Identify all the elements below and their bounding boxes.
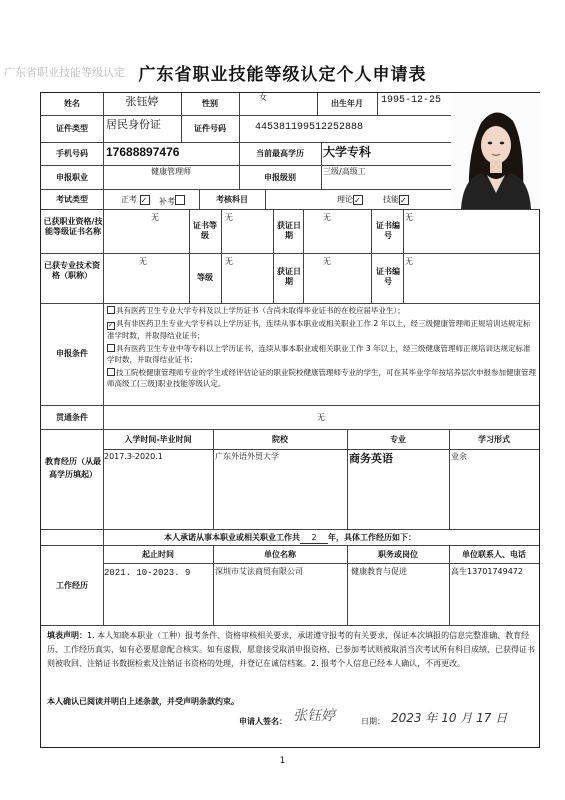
- applicant-photo: [451, 93, 541, 209]
- subject-skill[interactable]: 技能✓: [383, 195, 410, 205]
- gender-value: 女: [259, 93, 267, 102]
- makeup-checkbox[interactable]: [175, 195, 185, 205]
- condition-item[interactable]: [107, 305, 537, 316]
- ghost-bleed-text: 广东省职业技能等级认定: [4, 66, 125, 79]
- work-header-position: 职务或岗位: [378, 550, 418, 559]
- work-row-company: 深圳市艾法商贸有限公司: [215, 567, 303, 576]
- title-level-value: 无: [225, 257, 233, 266]
- theory-checkbox[interactable]: ✓: [353, 195, 363, 205]
- condition-item[interactable]: [107, 367, 537, 389]
- signature: 张钰婷: [293, 708, 335, 724]
- conditions-list: [107, 305, 537, 405]
- birth-value: 1995-12-25: [381, 95, 442, 106]
- page-number: 1: [279, 756, 286, 766]
- condition-item[interactable]: [107, 343, 537, 365]
- declaration: 填表声明：1. 本人知晓本职业（工种）报考条件、资格审核相关要求，承诺遵守报考的有关要求，保证本次填报的信息完整准确、教育经历、工作经历真实，如有必要愿意配合核实。如有虚假，愿意接受取消申报资格、已参加考试则被取消当次考试所有科目成绩、已获得证书则被收回、注销证书数据检索及注销证书资格的处理，并登记在诚信档案。2. 报考个人信息已经本人确认，不再更改。: [47, 631, 535, 668]
- title-cert-label: 已获专业技术资格（职称）: [44, 261, 100, 280]
- condition-text: 具有医药卫生专业大学专科及以上学历证书（含尚未取得毕业证书的在校应届毕业生）；: [116, 306, 405, 315]
- id-type-value: 居民身份证: [106, 119, 161, 131]
- edu-header-form: 学习形式: [478, 435, 510, 444]
- edu-row-school: 广东外语外贸大学: [215, 452, 279, 461]
- subject-label: 考核科目: [216, 195, 248, 204]
- cert-no-value: 无: [405, 213, 413, 222]
- work-commitment: 本人承诺从事本职业或相关职业工作共 2 年，具体工作经历如下：: [164, 533, 416, 542]
- subject-theory[interactable]: 理论✓: [337, 195, 364, 205]
- edu-header-major: 专业: [390, 435, 406, 444]
- cert-level-label: 证书等级: [193, 221, 217, 240]
- cert-level-value: 无: [225, 213, 233, 222]
- occupation-value: 健康管理师: [151, 167, 191, 176]
- title-cert-value: 无: [139, 257, 147, 266]
- work-row-position: 健康教育与促进: [351, 567, 407, 576]
- work-header-contact: 单位联系人、电话: [462, 550, 526, 559]
- edu-row-major: 商务英语: [349, 453, 393, 465]
- exam-type-label: 考试类型: [56, 195, 88, 204]
- name-value: 张钰婷: [125, 96, 159, 108]
- work-label: 工作经历: [56, 581, 88, 590]
- birth-label: 出生年月: [331, 99, 363, 108]
- edu-row-period: 2017.3-2020.1: [104, 452, 163, 461]
- declaration-confirm: 本人确认已阅读并明白上述条款，并受声明条款约束。: [47, 697, 239, 706]
- title-date-label: 获证日期: [277, 267, 301, 286]
- work-header-period: 起止时间: [142, 550, 174, 559]
- edu-row-form: 业余: [451, 452, 467, 461]
- signature-label: 申请人签名：: [239, 717, 287, 726]
- condition-text: 技工院校健康管理师专业的学生或经评估论证的职业院校健康管理师专业的学生，可在其毕业学年按培养层次申报参加健康管理师高级工(三级)职业技能等级认定。: [107, 368, 536, 388]
- title-level-label: 等级: [197, 273, 213, 282]
- obtain-date-label: 获证日期: [277, 221, 301, 240]
- title-no-value: 无: [405, 257, 413, 266]
- application-form: [40, 92, 540, 748]
- level-value: 三级/高级工: [323, 167, 366, 176]
- condition-text: 具有医药卫生专业中等专科以上学历证书，连续从事本职业或相关职业工作 3 年以上，经三级健康管理师正规培训达规定标准学时数，并取得结业证书；: [107, 344, 531, 364]
- condition-checkbox[interactable]: [107, 344, 115, 352]
- normal-checkbox[interactable]: ✓: [140, 195, 150, 205]
- condition-checkbox[interactable]: [107, 368, 115, 376]
- occupation-label: 申报职业: [56, 173, 88, 182]
- id-type-label: 证件类型: [56, 124, 88, 133]
- condition-item[interactable]: [107, 318, 537, 341]
- phone-value: 17688897476: [106, 145, 180, 159]
- condition-text: 具有非医药卫生专业大学专科以上学历证书，连续从事本职业或相关职业工作 2 年以上，经三级健康管理师正规培训达规定标准学时数，并取得结业证书；: [107, 319, 531, 340]
- edu-value: 大学专科: [323, 145, 372, 159]
- id-no-value: 445381199512252888: [255, 122, 364, 133]
- cert-no-label: 证书编号: [376, 221, 400, 240]
- work-row-period: 2021. 10-2023. 9: [104, 568, 191, 578]
- form-title: 广东省职业技能等级认定个人申请表: [138, 65, 427, 85]
- phone-label: 手机号码: [56, 149, 88, 158]
- id-no-label: 证件号码: [194, 124, 226, 133]
- exam-makeup[interactable]: 补考: [159, 195, 186, 207]
- edu-header-school: 院校: [272, 435, 288, 444]
- level-label: 申报级别: [264, 173, 296, 182]
- through-value: 无: [317, 413, 325, 422]
- conditions-label: 申报条件: [56, 349, 88, 358]
- name-label: 姓名: [64, 99, 80, 108]
- edu-label: 当前最高学历: [256, 149, 304, 158]
- title-date-value: 无: [323, 257, 331, 266]
- through-label: 贯通条件: [56, 413, 88, 422]
- education-label: 教育经历（从最高学历填起）: [45, 457, 101, 479]
- date-label: 日期：: [361, 717, 385, 726]
- cert-name-label: 已获职业资格/技能等级证书名称: [43, 217, 103, 236]
- obtain-date-value: 无: [323, 213, 331, 222]
- cert-name-value: 无: [151, 213, 159, 222]
- edu-header-period: 入学时间-毕业时间: [124, 435, 192, 444]
- condition-checkbox[interactable]: ✓: [108, 322, 114, 329]
- work-row-contact: 高生13701749472: [451, 567, 523, 576]
- gender-label: 性别: [202, 99, 218, 108]
- work-header-company: 单位名称: [264, 550, 296, 559]
- sign-date: 2023 年 10 月 17 日: [391, 711, 508, 725]
- title-no-label: 证书编号: [376, 267, 400, 286]
- skill-checkbox[interactable]: ✓: [399, 195, 409, 205]
- condition-checkbox[interactable]: [107, 306, 115, 314]
- exam-normal[interactable]: 正考 ✓: [121, 195, 151, 205]
